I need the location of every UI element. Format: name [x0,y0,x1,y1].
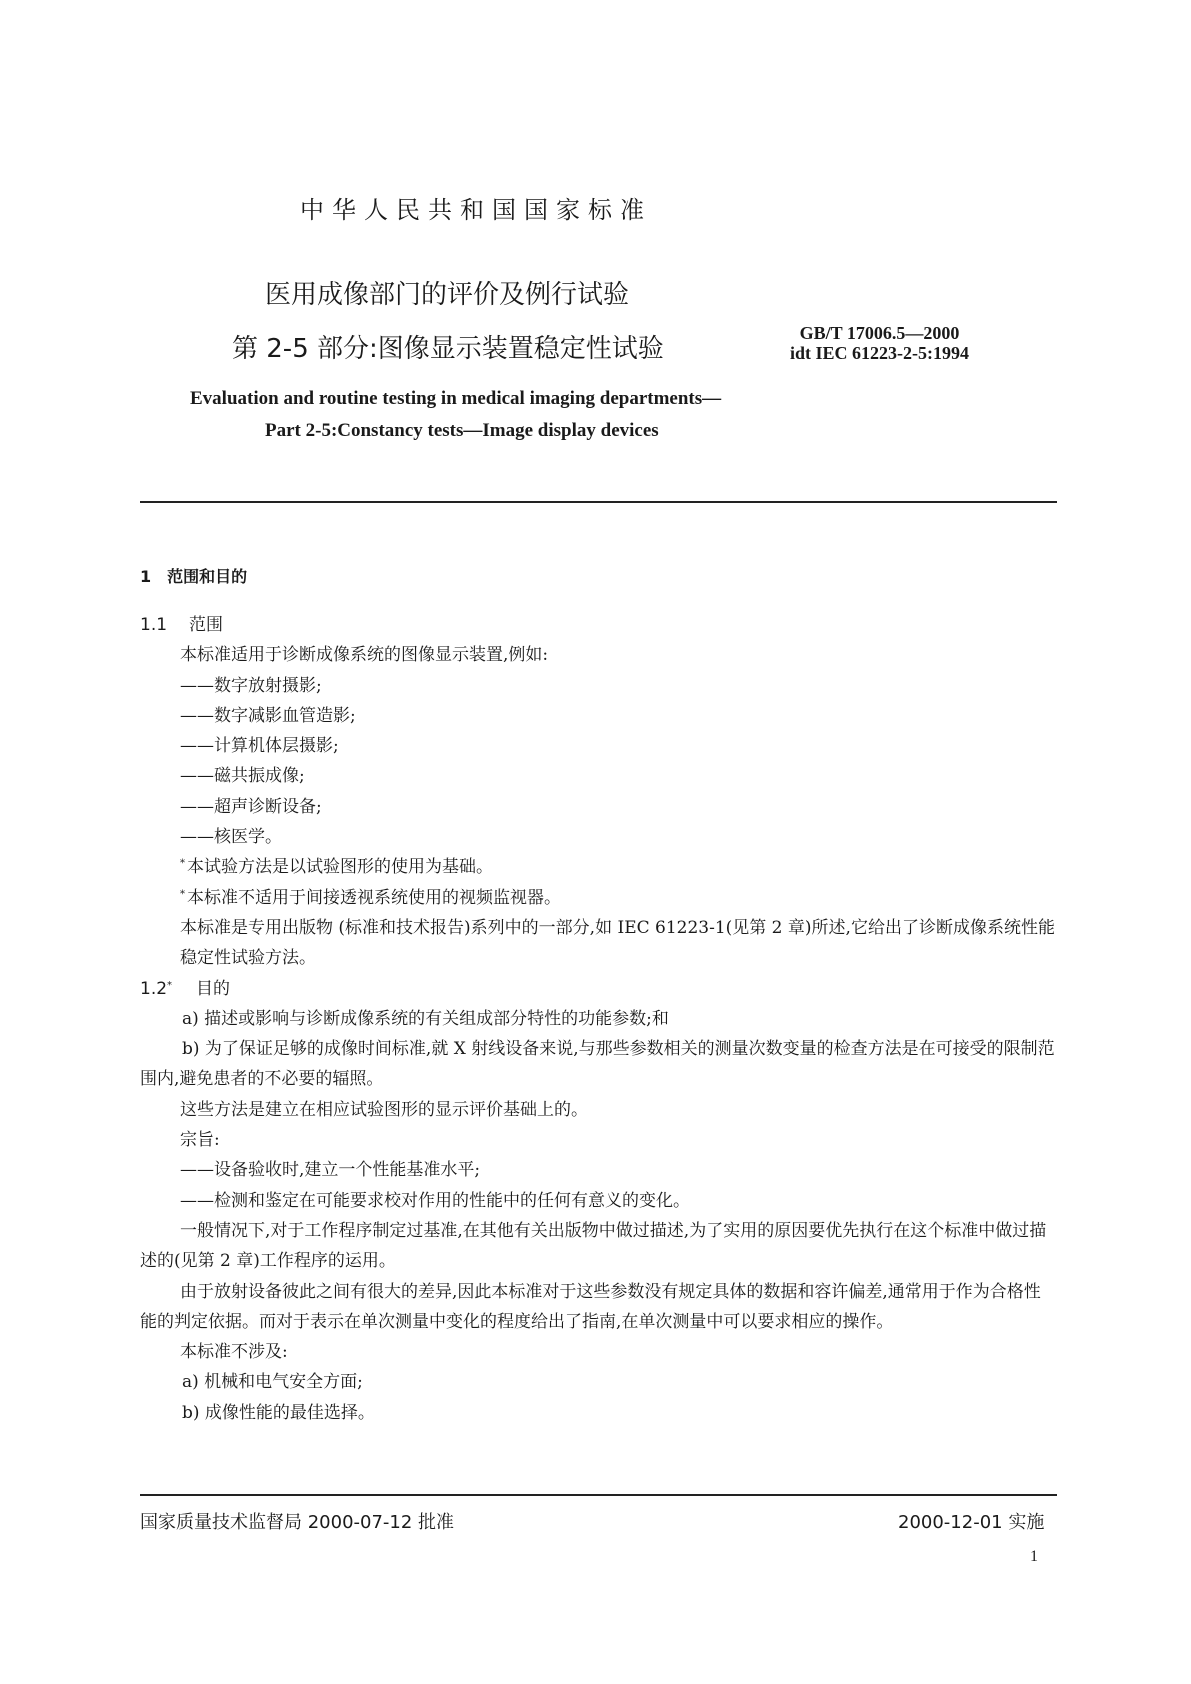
asterisk-mark: * [180,888,185,900]
standard-number: GB/T 17006.5—2000 [799,323,960,343]
purpose-item-b: b) 为了保证足够的成像时间标准,就 X 射线设备来说,与那些参数相关的测量次数变量的检查方法是在可接受的限制范围内,避免患者的不必要的辐照。 [140,1039,1055,1090]
paragraph-general: 一般情况下,对于工作程序制定过基准,在其他有关出版物中做过描述,为了实用的原因要优先执行在这个标准中做过描述的(见第 2 章)工作程序的运用。 [140,1220,1047,1272]
section-number: 1.1 [140,615,168,635]
section-title: 范围 [189,615,224,635]
section-1-1-heading [140,610,1057,640]
list-item: ——检测和鉴定在可能要求校对作用的性能中的任何有意义的变化。 [180,1190,690,1211]
asterisk-mark: * [180,858,185,870]
list-item: ——数字减影血管造影; [180,705,356,726]
standard-code-block [790,323,969,363]
section-number: 1.2 [140,978,168,999]
starred-text: 本试验方法是以试验图形的使用为基础。 [187,857,493,878]
paragraph-methods: 这些方法是建立在相应试验图形的显示评价基础上的。 [180,1099,588,1120]
document-body [140,610,1057,1428]
english-title-line2: Part 2-5:Constancy tests—Image display devices [265,420,659,441]
not-cover-item-a: a) 机械和电气安全方面; [182,1372,363,1393]
starred-paragraph [140,883,1057,913]
asterisk-mark: * [167,979,173,991]
purpose-item-a: a) 描述或影响与诊断成像系统的有关组成部分特性的功能参数;和 [182,1008,669,1029]
list-item: ——设备验收时,建立一个性能基准水平; [180,1160,481,1181]
english-title-line1: Evaluation and routine testing in medical imaging departments— [190,388,722,409]
header-divider [140,501,1057,503]
document-title-line2: 第 2-5 部分:图像显示装置稳定性试验 [232,334,664,364]
starred-paragraph [140,852,1057,882]
idt-number: idt IEC 61223-2-5:1994 [790,343,969,363]
list-item: ——数字放射摄影; [180,675,322,696]
paragraph-aim: 宗旨: [180,1130,220,1151]
document-title-line1: 医用成像部门的评价及例行试验 [265,280,630,310]
list-item: ——磁共振成像; [180,766,305,787]
section-1-heading: 1 范围和目的 [140,567,248,586]
list-item: ——超声诊断设备; [180,796,322,817]
section-1-2-heading [140,974,1057,1004]
not-cover-item-b: b) 成像性能的最佳选择。 [182,1402,375,1423]
paragraph-series: 本标准是专用出版物 (标准和技术报告)系列中的一部分,如 IEC 61223-1(见第 2 章)所述,它给出了诊断成像系统性能稳定性试验方法。 [180,917,1055,969]
approval-date: 国家质量技术监督局 2000-07-12 批准 [140,1512,455,1533]
list-item: ——计算机体层摄影; [180,736,339,757]
national-standard-heading: 中华人民共和国国家标准 [300,196,652,224]
starred-text: 本标准不适用于间接透视系统使用的视频监视器。 [187,887,561,908]
footer-divider [140,1494,1057,1496]
implementation-date: 2000-12-01 实施 [898,1512,1045,1533]
paragraph-intro: 本标准适用于诊断成像系统的图像显示装置,例如: [180,645,549,666]
paragraph-not-cover: 本标准不涉及: [180,1342,288,1363]
page-number: 1 [1030,1548,1038,1565]
list-item: ——核医学。 [180,827,282,848]
paragraph-differences: 由于放射设备彼此之间有很大的差异,因此本标准对于这些参数没有规定具体的数据和容许偏差,通常用于作为合格性能的判定依据。而对于表示在单次测量中变化的程度给出了指南,在单次测量中可以要求相应的操作。 [140,1281,1041,1332]
section-title: 目的 [196,978,231,999]
